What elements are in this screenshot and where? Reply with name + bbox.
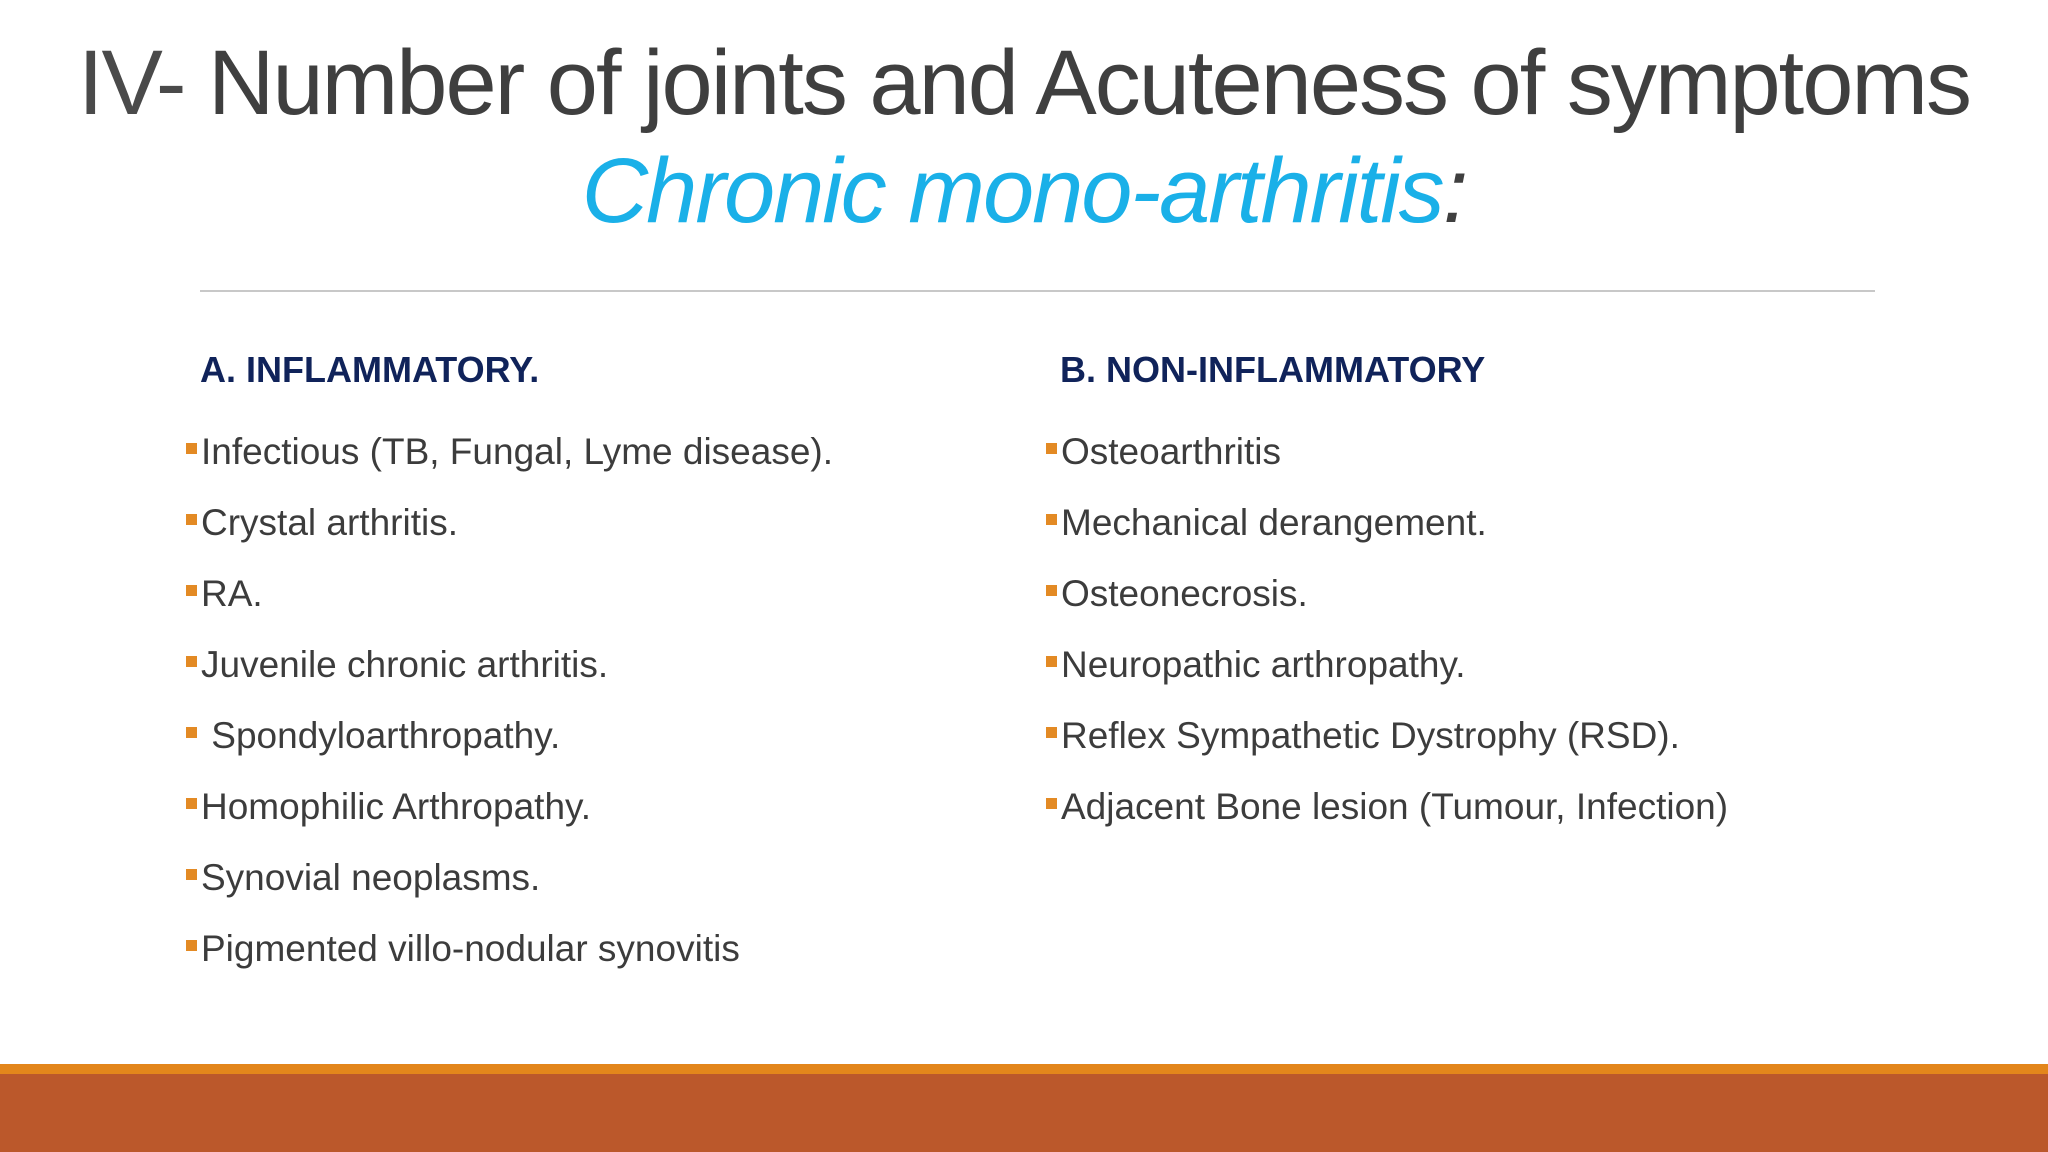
list-item [186,427,833,498]
list-item [1046,711,1728,782]
list-item [1046,782,1728,853]
column-heading: B. NON-INFLAMMATORY [1060,349,1486,390]
square-bullet-icon [1046,656,1057,667]
square-bullet-icon [1046,443,1057,454]
list-item [186,640,833,711]
title-main: Number of joints and Acuteness of symptoms [208,32,1971,134]
footer-band [0,1074,2048,1152]
subtitle-suffix: : [1442,140,1467,242]
list-item-text: Homophilic Arthropathy. [201,786,592,827]
list-item [186,853,833,924]
subtitle-line [0,138,2048,244]
subtitle-text: Chronic mono-arthritis [581,140,1443,242]
list-item [186,569,833,640]
square-bullet-icon [186,656,197,667]
square-bullet-icon [1046,798,1057,809]
list-item [1046,498,1728,569]
list-item [186,924,833,995]
title-divider [200,290,1875,292]
inflammatory-column [186,345,833,995]
list-item-text: Crystal arthritis. [201,502,458,543]
list-item-text: Spondyloarthropathy. [201,715,561,756]
list-item-text: Reflex Sympathetic Dystrophy (RSD). [1061,715,1680,756]
list-item-text: Pigmented villo-nodular synovitis [201,928,740,969]
square-bullet-icon [186,585,197,596]
square-bullet-icon [186,940,197,951]
list-item-text: Adjacent Bone lesion (Tumour, Infection) [1061,786,1729,827]
list-item-text: Infectious (TB, Fungal, Lyme disease). [201,431,834,472]
square-bullet-icon [186,514,197,525]
list-item-text: Mechanical derangement. [1061,502,1487,543]
list-item [186,711,833,782]
list-item [186,498,833,569]
slide-title [0,28,2048,244]
list-item [1046,427,1728,498]
list-item-text: RA. [201,573,263,614]
square-bullet-icon [186,869,197,880]
square-bullet-icon [1046,514,1057,525]
list-item [186,782,833,853]
list-item-text: Synovial neoplasms. [201,857,541,898]
list-item-text: Neuropathic arthropathy. [1061,644,1466,685]
square-bullet-icon [186,798,197,809]
list-item-text: Osteoarthritis [1061,431,1282,472]
square-bullet-icon [186,443,197,454]
square-bullet-icon [1046,585,1057,596]
title-prefix: IV- [77,32,209,134]
non-inflammatory-column [1046,345,1728,853]
title-line [0,28,2048,138]
list-item-text: Osteonecrosis. [1061,573,1308,614]
list-item [1046,640,1728,711]
footer-stripe [0,1064,2048,1074]
list-item [1046,569,1728,640]
list-item-text: Juvenile chronic arthritis. [201,644,609,685]
column-heading: A. INFLAMMATORY. [200,349,540,390]
square-bullet-icon [186,727,197,738]
non-inflammatory-list [1046,427,1728,853]
inflammatory-list [186,427,833,995]
square-bullet-icon [1046,727,1057,738]
